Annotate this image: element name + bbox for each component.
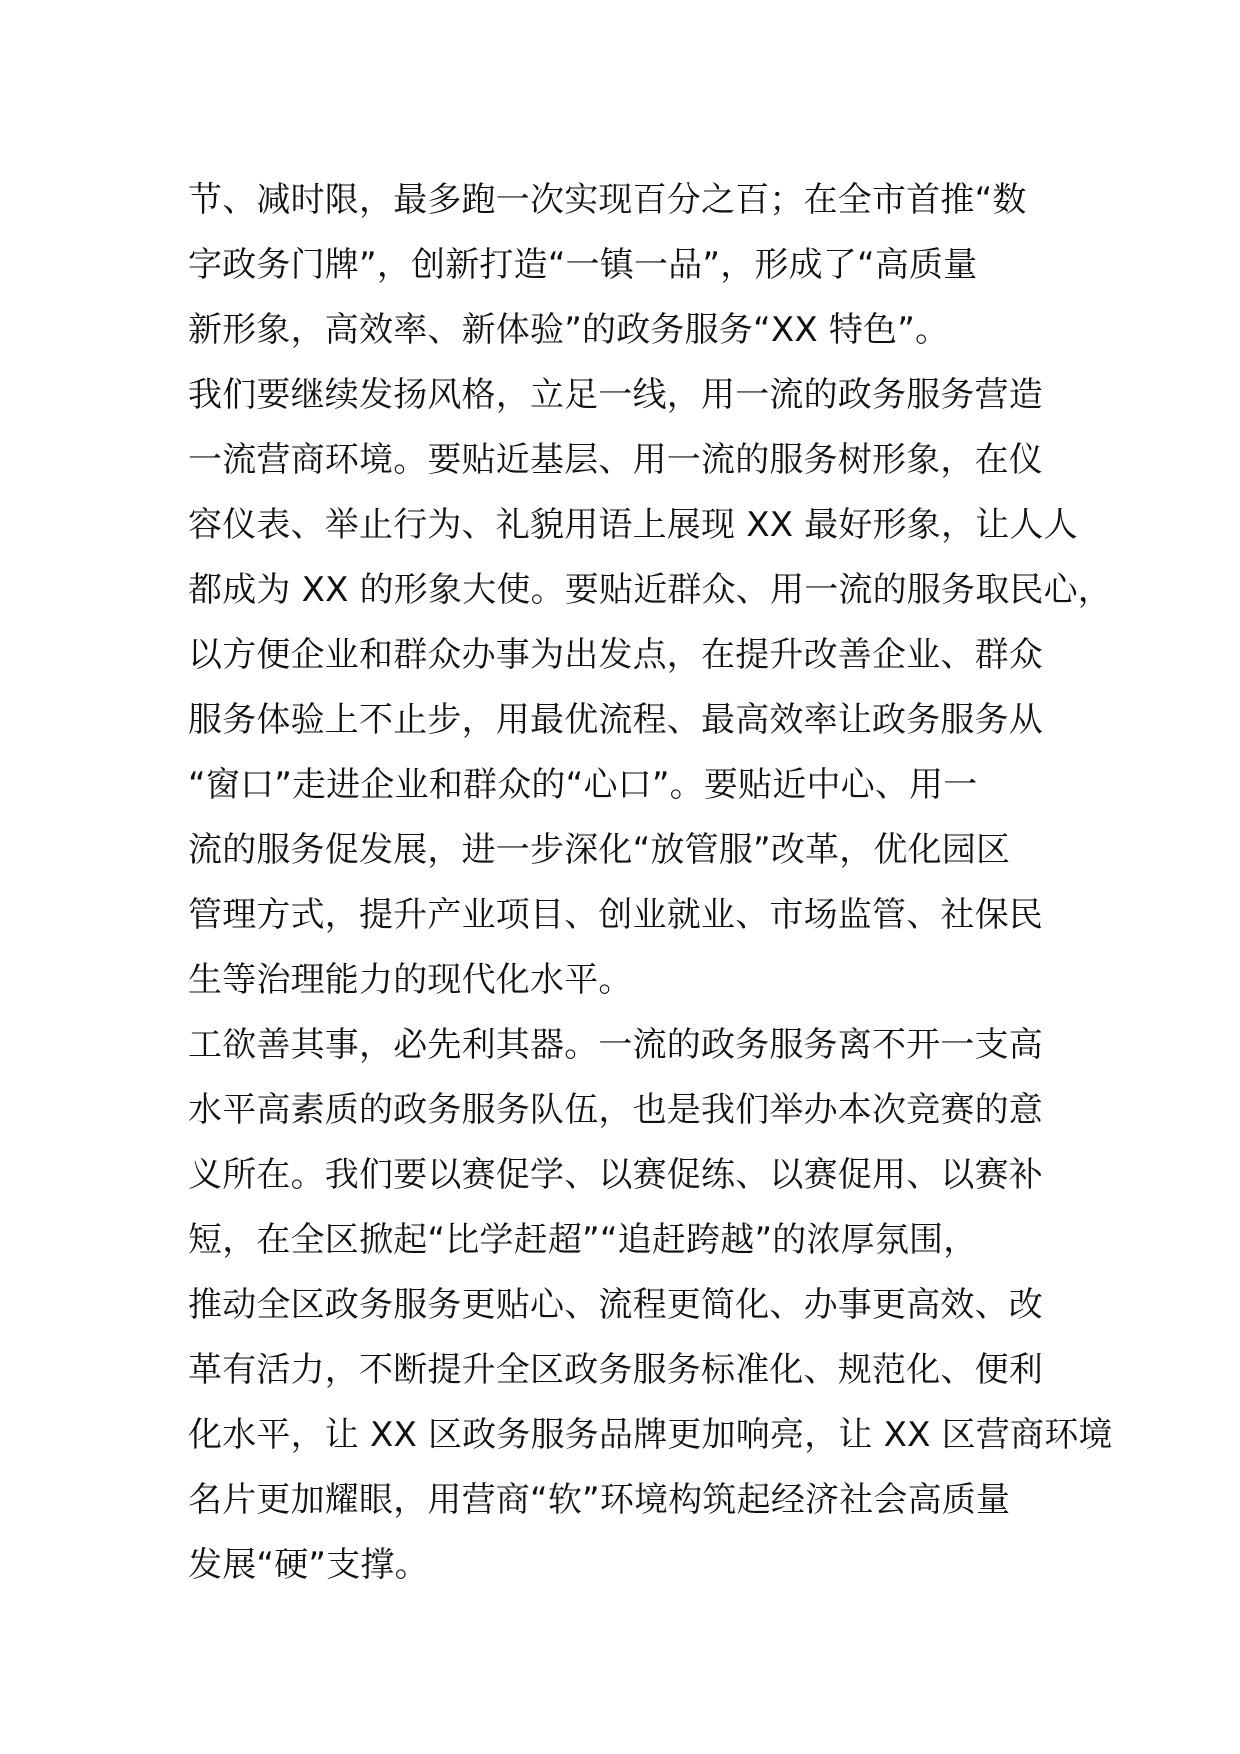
text-line: 工欲善其事，必先利其器。一流的政务服务离不开一支高 xyxy=(188,1025,1043,1065)
text-line: 一流营商环境。要贴近基层、用一流的服务树形象，在仪 xyxy=(188,440,1043,480)
text-line: 管理方式，提升产业项目、创业就业、市场监管、社保民 xyxy=(188,895,1043,935)
text-line: 都成为 XX 的形象大使。要贴近群众、用一流的服务取民心， xyxy=(188,570,1112,610)
text-line: 新形象，高效率、新体验”的政务服务“XX 特色”。 xyxy=(188,310,950,350)
text-line: 水平高素质的政务服务队伍，也是我们举办本次竞赛的意 xyxy=(188,1090,1043,1130)
body-text xyxy=(188,168,1113,1598)
text-line: 生等治理能力的现代化水平。 xyxy=(188,960,633,1000)
text-line: 推动全区政务服务更贴心、流程更简化、办事更高效、改 xyxy=(188,1285,1043,1325)
text-line: 以方便企业和群众办事为出发点，在提升改善企业、群众 xyxy=(188,635,1043,675)
text-line: 节、减时限，最多跑一次实现百分之百；在全市首推“数 xyxy=(188,180,1027,220)
text-line: 容仪表、举止行为、礼貌用语上展现 XX 最好形象，让人人 xyxy=(188,505,1078,545)
text-line: 服务体验上不止步，用最优流程、最高效率让政务服务从 xyxy=(188,700,1043,740)
text-line: 革有活力，不断提升全区政务服务标准化、规范化、便利 xyxy=(188,1350,1043,1390)
text-line: 流的服务促发展，进一步深化“放管服”改革，优化园区 xyxy=(188,830,1011,870)
text-line: 短，在全区掀起“比学赶超”“追赶跨越”的浓厚氛围， xyxy=(188,1220,978,1260)
text-line: “窗口”走进企业和群众的“心口”。要贴近中心、用一 xyxy=(188,765,978,805)
text-line: 发展“硬”支撑。 xyxy=(188,1545,429,1585)
text-line: 化水平，让 XX 区政务服务品牌更加响亮，让 XX 区营商环境 xyxy=(188,1415,1113,1455)
text-line: 义所在。我们要以赛促学、以赛促练、以赛促用、以赛补 xyxy=(188,1155,1043,1195)
text-line: 名片更加耀眼，用营商“软”环境构筑起经济社会高质量 xyxy=(188,1480,1011,1520)
text-line: 字政务门牌”，创新打造“一镇一品”，形成了“高质量 xyxy=(188,245,978,285)
text-line: 我们要继续发扬风格，立足一线，用一流的政务服务营造 xyxy=(188,375,1043,415)
